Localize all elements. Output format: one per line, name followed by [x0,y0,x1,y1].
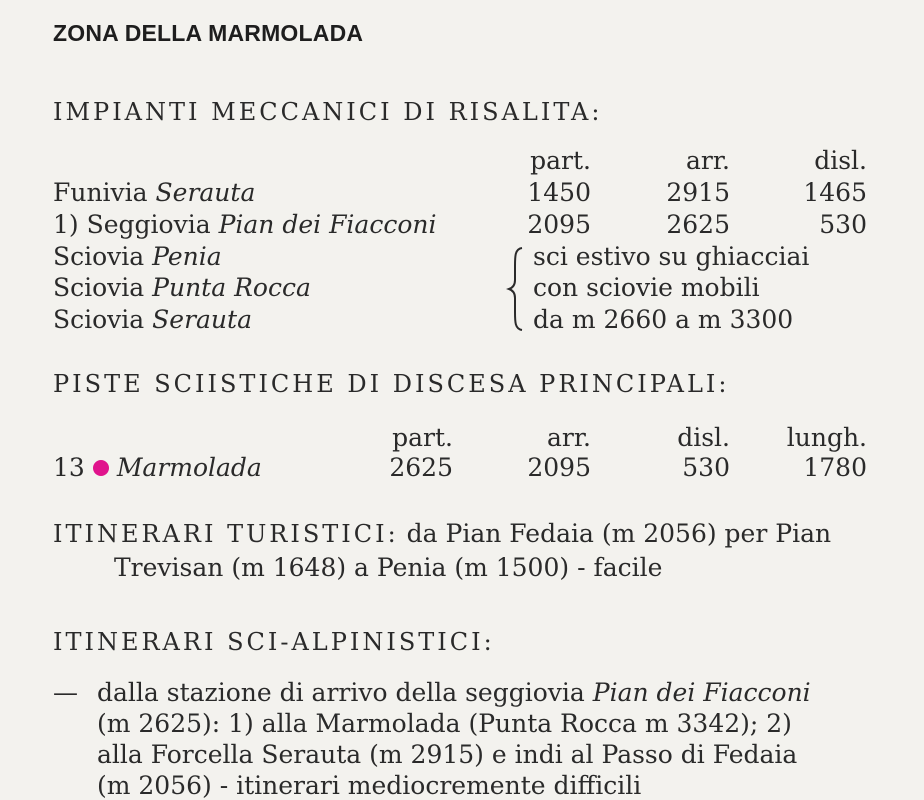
tourist-heading: ITINERARI TURISTICI: [53,520,399,548]
lifts-col-part: part. [530,146,591,175]
pistes-col-part: part. [392,423,453,452]
skialp-line1-italic: Pian dei Fiacconi [592,678,811,707]
lift-name: Pian dei Fiacconi [218,210,437,239]
lift-type: 1) Seggiovia [53,210,211,239]
skialp-line1 [97,678,811,707]
piste-disl: 530 [682,453,730,482]
sciovia-row [53,273,311,302]
lifts-heading: IMPIANTI MECCANICI DI RISALITA: [53,98,603,126]
lift-disl: 1465 [803,178,867,207]
sciovia-name: Penia [152,242,222,271]
summer-note-line: da m 2660 a m 3300 [533,305,794,334]
piste-lungh: 1780 [803,453,867,482]
tourist-paragraph [53,518,883,550]
piste-part: 2625 [389,453,453,482]
tourist-text-line2: Trevisan (m 1648) a Penia (m 1500) - facile [114,553,663,582]
sciovia-name: Punta Rocca [152,273,311,302]
lift-name: Serauta [155,178,256,207]
sciovia-type: Sciovia [53,273,145,302]
pistes-heading: PISTE SCIISTICHE DI DISCESA PRINCIPALI: [53,370,730,398]
lift-part: 2095 [527,210,591,239]
lift-type: Funivia [53,178,148,207]
skialp-line1-text: dalla stazione di arrivo della seggiovia [97,678,585,707]
pistes-col-lungh: lungh. [786,423,867,452]
sciovia-name: Serauta [152,305,252,334]
difficulty-dot-icon [93,460,109,476]
sciovia-type: Sciovia [53,242,145,271]
zone-title: ZONA DELLA MARMOLADA [53,20,364,46]
summer-note-line: sci estivo su ghiacciai [533,242,810,271]
lift-row [53,178,255,207]
pistes-col-disl: disl. [677,423,730,452]
sciovia-row [53,305,252,334]
lifts-col-disl: disl. [814,146,867,175]
summer-note-line: con sciovie mobili [533,273,760,302]
piste-name: Marmolada [116,453,262,482]
skialp-line2: (m 2625): 1) alla Marmolada (Punta Rocca m 3342); 2) [97,709,792,738]
lifts-col-arr: arr. [685,146,730,175]
lift-row [53,210,436,239]
lift-disl: 530 [819,210,867,239]
tourist-text-line1: da Pian Fedaia (m 2056) per Pian [406,519,832,548]
pistes-col-arr: arr. [546,423,591,452]
skialp-line3: alla Forcella Serauta (m 2915) e indi al Passo di Fedaia [97,740,798,769]
piste-number: 13 [53,453,85,482]
lift-arr: 2625 [666,210,730,239]
piste-arr: 2095 [527,453,591,482]
sciovia-type: Sciovia [53,305,145,334]
lift-arr: 2915 [666,178,730,207]
skialp-line4: (m 2056) - itinerari mediocremente difficili [97,771,642,800]
skialp-heading: ITINERARI SCI-ALPINISTICI: [53,628,495,656]
piste-row [53,453,262,482]
sciovia-row [53,242,222,271]
lift-part: 1450 [527,178,591,207]
curly-brace-icon [506,246,528,332]
skialp-dash: — [53,678,78,707]
